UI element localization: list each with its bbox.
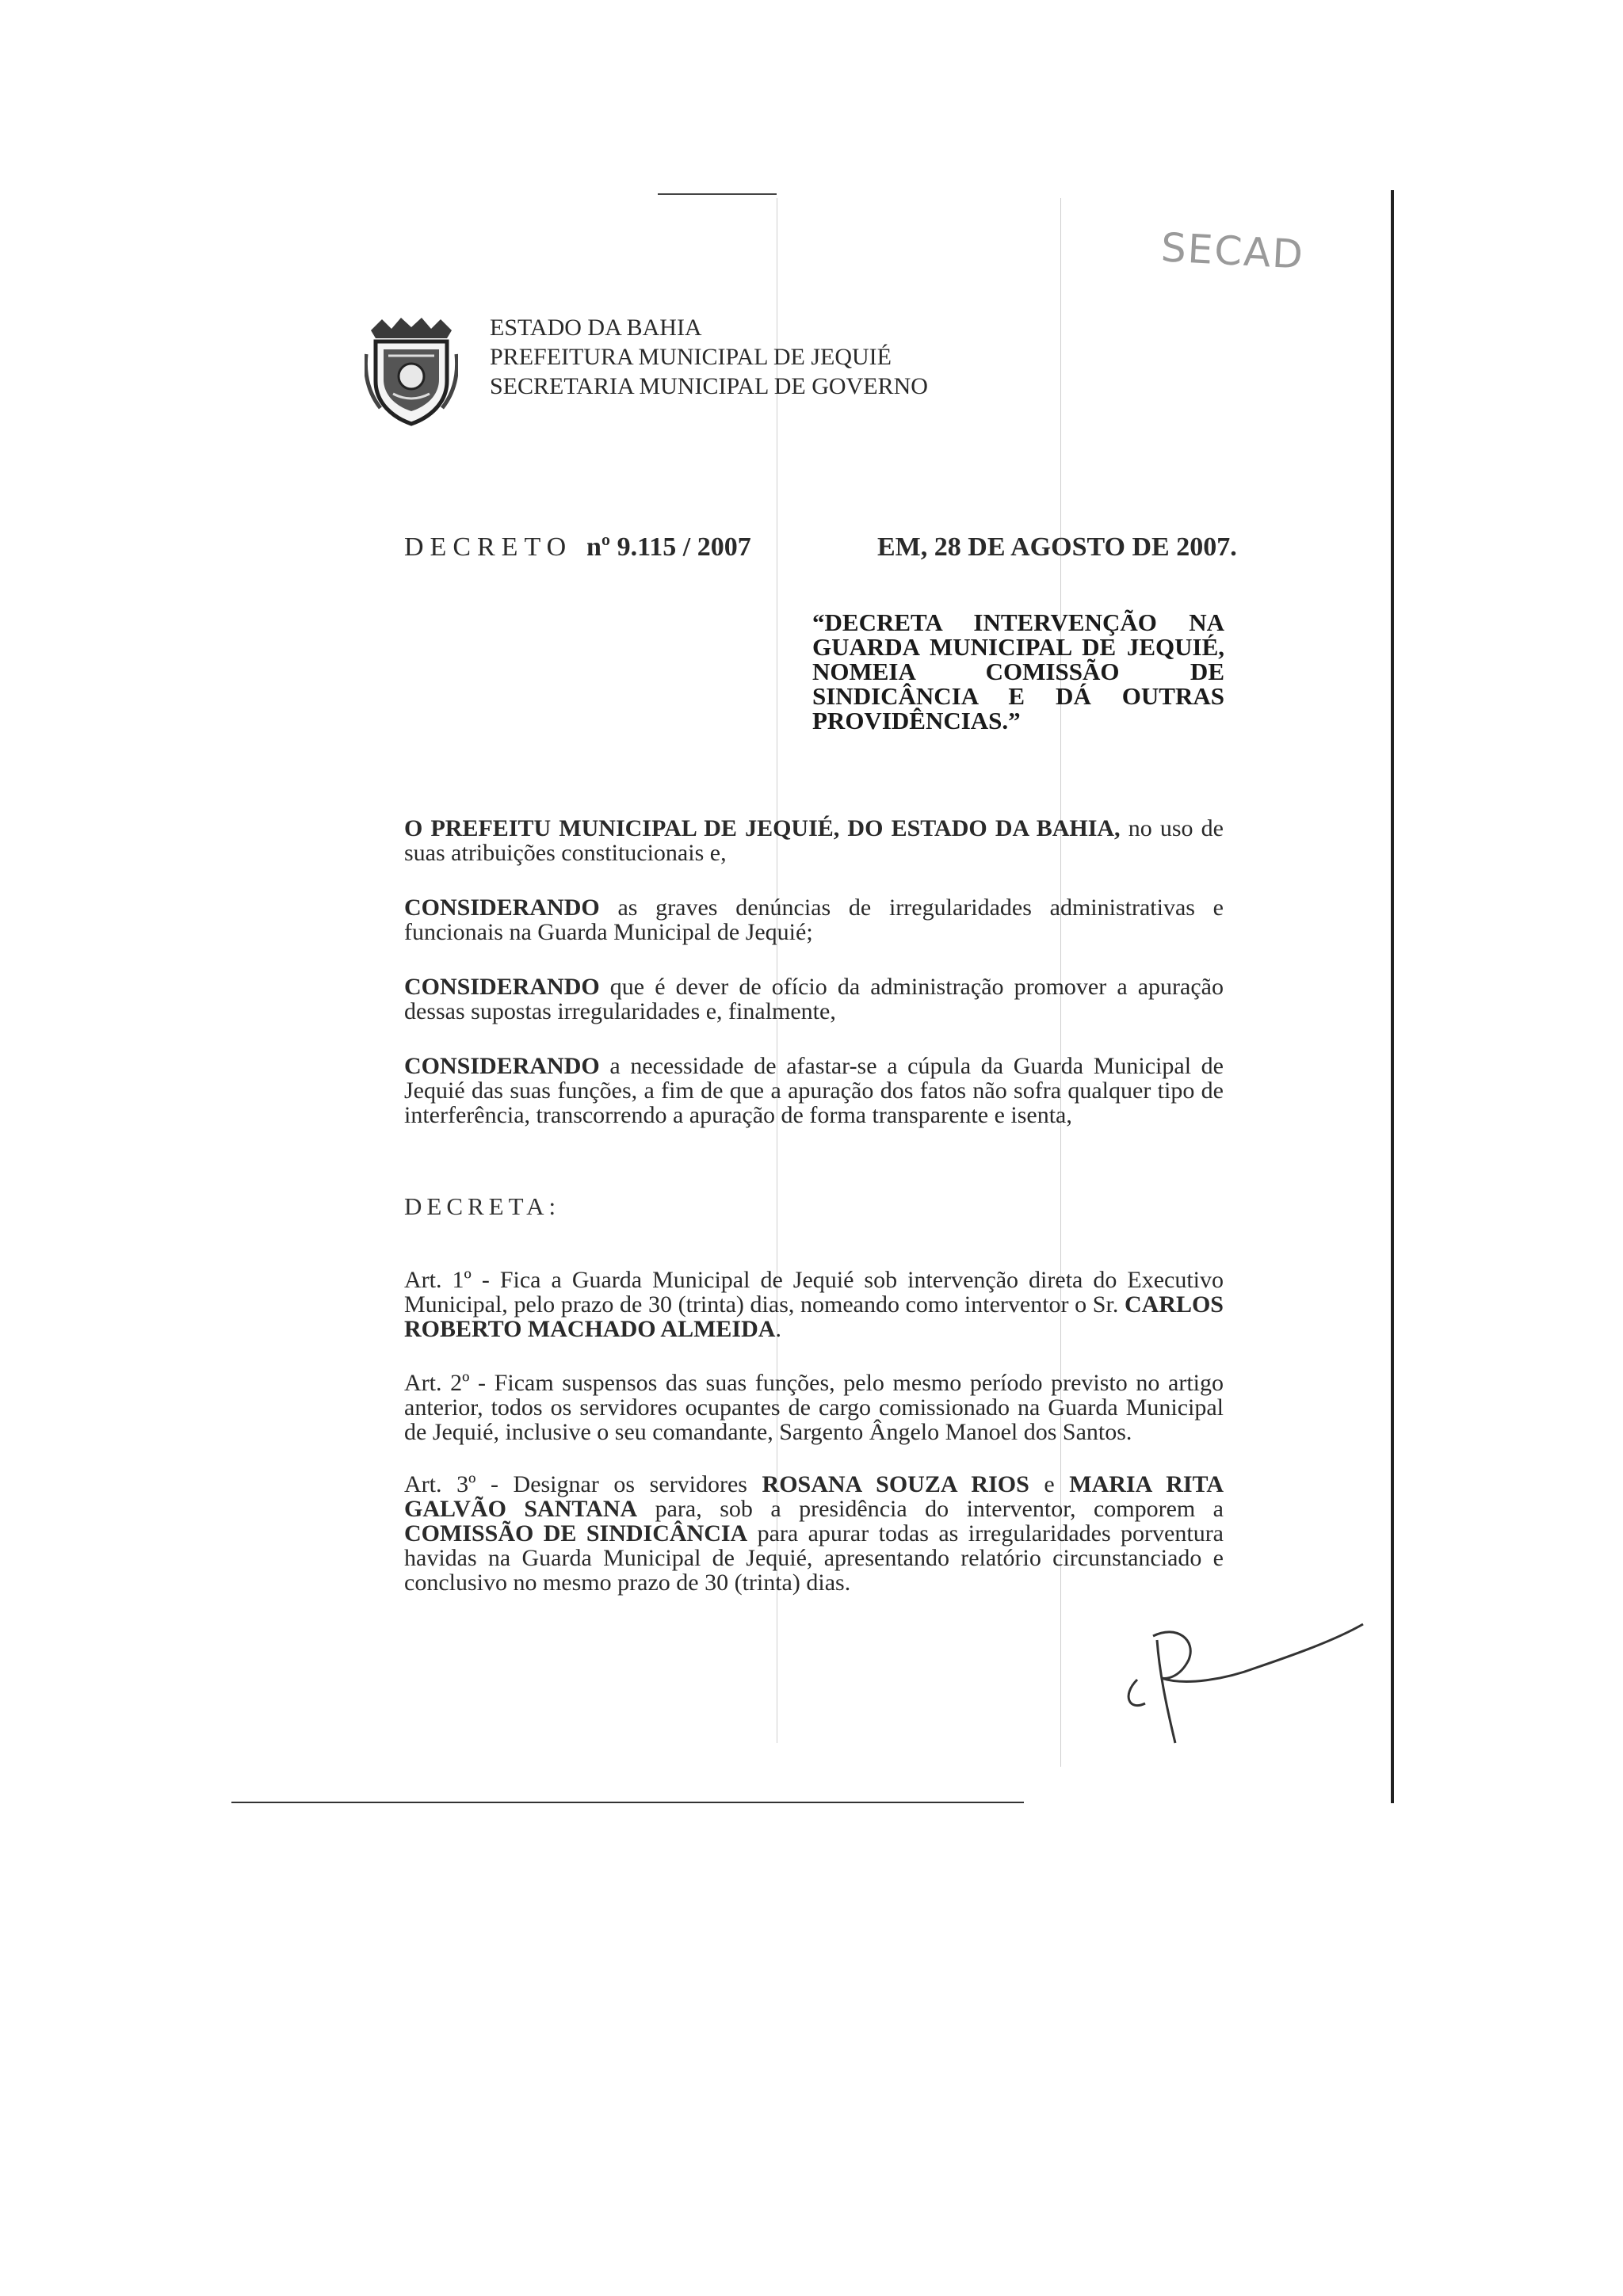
article-text: - Ficam suspensos das suas funções, pelo mesmo período previsto no artigo anterior, todos os servidores ocupantes de cargo comissionado na Guarda Municipal de Jequié, inclusive o seu comandante, Sargento Ângelo Manoel dos Santos. [404, 1370, 1224, 1445]
preamble [404, 816, 1224, 865]
decree-summary: “DECRETA INTERVENÇÃO NA GUARDA MUNICIPAL DE JEQUIÉ, NOMEIA COMISSÃO DE SINDICÂNCIA E DÁ OUTRAS PROVIDÊNCIAS.” [812, 608, 1224, 734]
considerando-lead: CONSIDERANDO [404, 894, 600, 921]
article-label: Art. 1º [404, 1267, 472, 1293]
municipal-coat-of-arms-icon [365, 315, 458, 427]
considerando-text: a necessidade de afastar-se a cúpula da Guarda Municipal de Jequié das suas funções, a fim de que a apuração dos fatos não sofra qualquer tipo de interferência, transcorrendo a apuração de forma transparente e isenta, [404, 1053, 1224, 1128]
decreta-heading: DECRETA: [404, 1192, 561, 1220]
considerando-text: as graves denúncias de irregularidades administrativas e funcionais na Guarda Municipal de Jequié; [404, 894, 1224, 945]
considerando-lead: CONSIDERANDO [404, 974, 600, 1000]
considerando-2 [404, 974, 1224, 1024]
page-edge-line [1391, 190, 1394, 1803]
member-name: MARIA RITA GALVÃO SANTANA [404, 1471, 1224, 1522]
commission-name: COMISSÃO DE SINDICÂNCIA [404, 1520, 748, 1547]
article-text: - Fica a Guarda Municipal de Jequié sob intervenção direta do Executivo Municipal, pelo prazo de 30 (trinta) dias, nomeando como interventor o Sr. [404, 1267, 1224, 1318]
considerando-1 [404, 895, 1224, 944]
article-2 [404, 1371, 1224, 1444]
letterhead-state: ESTADO DA BAHIA [490, 315, 702, 341]
scan-artifact-line [658, 193, 777, 195]
decree-label: DECRETO [404, 532, 573, 562]
article-text: - Designar os servidores [475, 1471, 762, 1497]
member-name: ROSANA SOUZA RIOS [762, 1471, 1029, 1497]
interventor-name: CARLOS ROBERTO MACHADO ALMEIDA [404, 1291, 1224, 1342]
handwritten-note: SECAD [1159, 224, 1306, 278]
article-text: para, sob a presidência do interventor, comporem a [637, 1496, 1224, 1522]
considerando-3 [404, 1054, 1224, 1127]
article-text: para apurar todas as irregularidades porventura havidas na Guarda Municipal de Jequié, apresentando relatório circunstanciado e conclusivo no mesmo prazo de 30 (trinta) dias. [404, 1520, 1224, 1596]
letterhead-secretariat: SECRETARIA MUNICIPAL DE GOVERNO [490, 373, 928, 399]
considerando-lead: CONSIDERANDO [404, 1053, 600, 1079]
article-3 [404, 1472, 1224, 1595]
considerando-text: que é dever de ofício da administração promover a apuração dessas supostas irregularidades e, finalmente, [404, 974, 1224, 1024]
decree-number: nº 9.115 / 2007 [586, 532, 751, 562]
article-label: Art. 2º [404, 1370, 470, 1396]
page-edge-line [231, 1802, 1024, 1803]
decree-date: EM, 28 DE AGOSTO DE 2007. [877, 532, 1237, 562]
preamble-lead: O PREFEITU MUNICIPAL DE JEQUIÉ, DO ESTADO DA BAHIA, [404, 815, 1121, 841]
letterhead-prefecture: PREFEITURA MUNICIPAL DE JEQUIÉ [490, 344, 892, 370]
article-1 [404, 1268, 1224, 1341]
letterhead [490, 313, 928, 401]
article-end: . [775, 1316, 781, 1342]
article-text: e [1029, 1471, 1070, 1497]
preamble-text: no uso de suas atribuições constitucionais e, [404, 815, 1224, 866]
article-label: Art. 3º [404, 1471, 476, 1497]
signature-mark [1113, 1592, 1367, 1751]
